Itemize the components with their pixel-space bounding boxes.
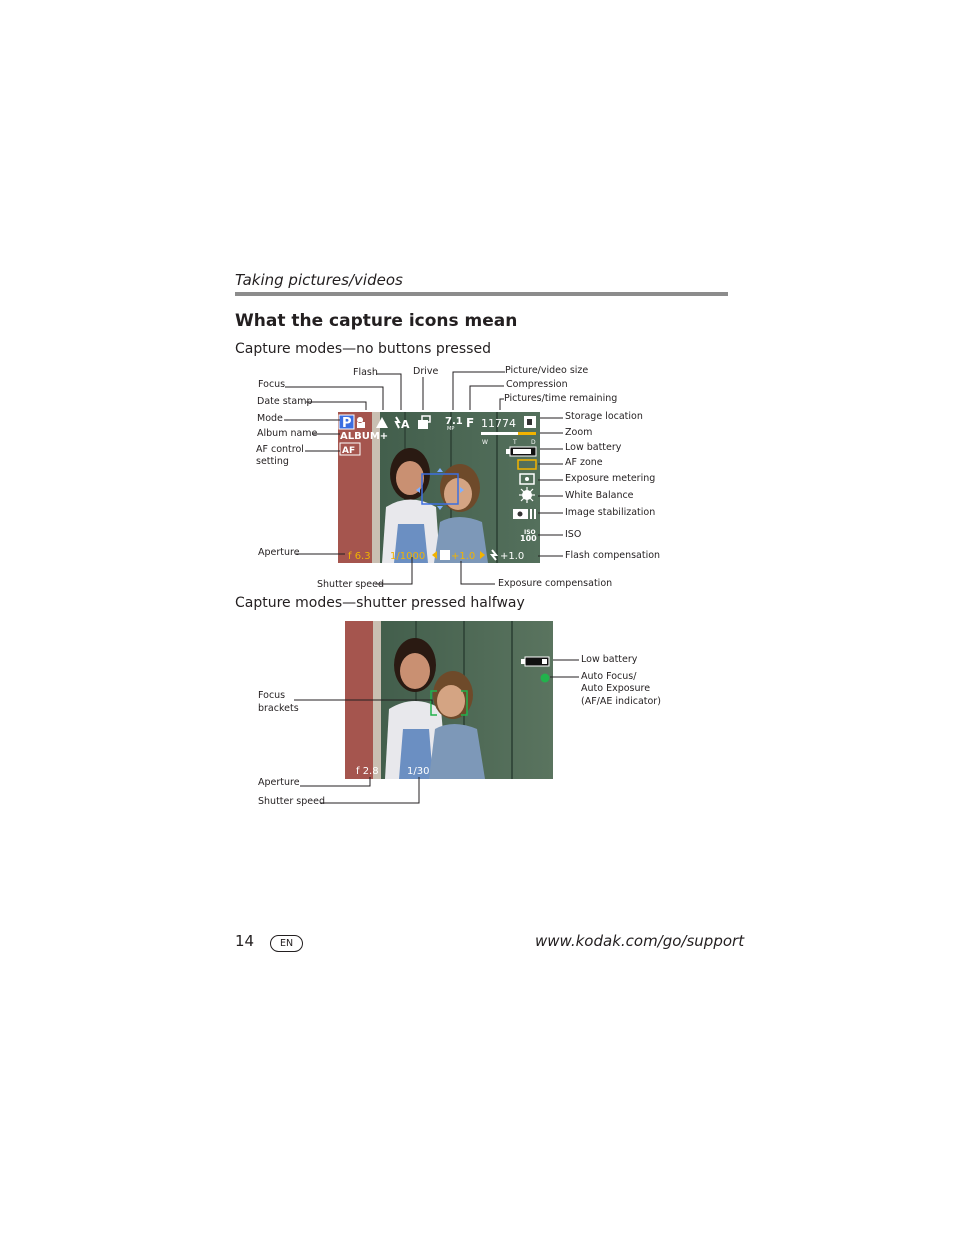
subhead-no-buttons: Capture modes—no buttons pressed [235, 341, 491, 357]
label-low-battery: Low battery [565, 442, 622, 453]
page-number: 14 [235, 932, 255, 950]
label-pictures-remaining: Pictures/time remaining [504, 393, 618, 404]
label-picture-size: Picture/video size [505, 365, 589, 376]
picture-size-value: 7.1 [445, 416, 463, 427]
shutter-value: 1/1000 [390, 551, 426, 562]
svg-text:T: T [513, 439, 517, 446]
label-shutter-speed-2: Shutter speed [258, 796, 325, 807]
label-white-balance: White Balance [565, 490, 634, 501]
label-zoom: Zoom [565, 427, 593, 438]
label-af-ae-2: Auto Exposure [581, 683, 651, 694]
language-badge: EN [270, 935, 303, 952]
album-name: ALBUM+ [340, 431, 389, 442]
label-flash: Flash [353, 367, 378, 378]
label-mode: Mode [257, 413, 283, 424]
label-date-stamp: Date stamp [257, 396, 313, 407]
label-exposure-compensation: Exposure compensation [498, 578, 613, 589]
iso-value: 100 [520, 534, 537, 543]
label-low-battery-2: Low battery [581, 654, 638, 665]
compression-value: F [466, 416, 475, 430]
aperture-value: f 6.3 [348, 551, 371, 562]
pictures-remaining: 11774 [481, 417, 516, 430]
label-af-ae-3: (AF/AE indicator) [581, 696, 661, 707]
label-focus-brackets-1: Focus [258, 690, 286, 701]
label-exposure-metering: Exposure metering [565, 473, 656, 484]
subhead-halfway: Capture modes—shutter pressed halfway [235, 595, 525, 611]
label-album-name: Album name [257, 428, 318, 439]
support-url[interactable]: www.kodak.com/go/support [535, 932, 745, 950]
label-focus: Focus [258, 379, 286, 390]
svg-text:A: A [401, 418, 410, 431]
svg-text:ISO: ISO [524, 529, 536, 536]
label-af-zone: AF zone [565, 457, 603, 468]
label-aperture: Aperture [258, 547, 300, 558]
label-drive: Drive [413, 366, 439, 377]
label-shutter-speed: Shutter speed [317, 579, 384, 590]
label-aperture-2: Aperture [258, 777, 300, 788]
label-iso: ISO [565, 529, 582, 540]
svg-text:D: D [531, 439, 536, 446]
running-header: Taking pictures/videos [235, 271, 403, 289]
section-title: What the capture icons mean [235, 311, 518, 331]
mp-unit: MP [447, 426, 455, 432]
label-storage: Storage location [565, 411, 643, 422]
af-control: AF [342, 446, 356, 456]
label-af-ae-1: Auto Focus/ [581, 671, 637, 682]
svg-text:W: W [482, 439, 488, 446]
label-focus-brackets-2: brackets [258, 703, 299, 714]
shutter-value-2: 1/30 [407, 766, 430, 777]
mode-indicator: P [342, 416, 352, 431]
label-af-control-setting: setting [256, 456, 289, 467]
label-flash-compensation: Flash compensation [565, 550, 661, 561]
label-af-control: AF control [256, 444, 304, 455]
aperture-value-2: f 2.8 [356, 766, 379, 777]
flash-ev-value: +1.0 [500, 551, 525, 562]
ev-value: +1.0 [451, 551, 476, 562]
label-image-stabilization: Image stabilization [565, 507, 656, 518]
label-compression: Compression [506, 379, 568, 390]
